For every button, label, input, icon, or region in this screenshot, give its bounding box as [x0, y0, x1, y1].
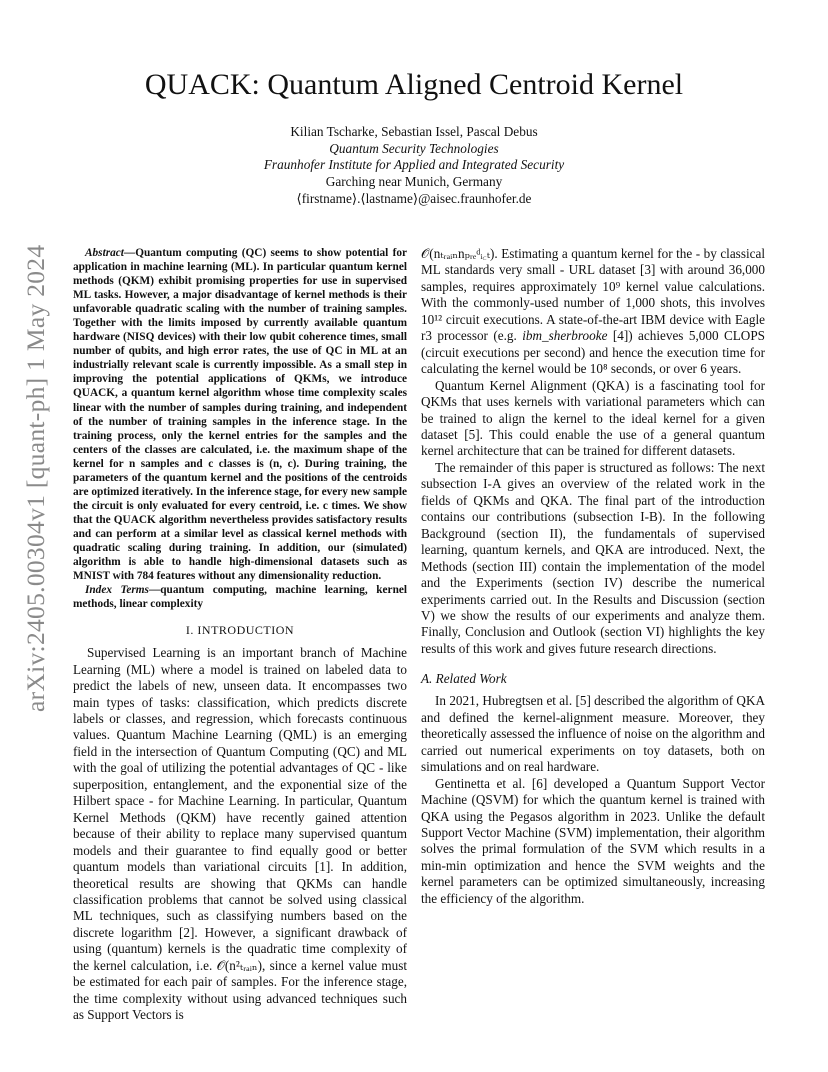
- paper-title: QUACK: Quantum Aligned Centroid Kernel: [144, 68, 684, 101]
- device-name: ibm_sherbrooke: [522, 328, 608, 344]
- intro-paragraph-2: Quantum Kernel Alignment (QKA) is a fascinating tool for QKMs that uses kernels with variational parameters which can be trained to align the kernel to the ideal kernel for a given dataset [5]. This could enable the use of a general quantum kernel architecture that can be trained for different datasets.: [421, 377, 765, 459]
- math-inference-complexity: 𝒪(nₜᵣₐᵢₙnₚᵣₑᵈᵢ꜀ₜ): [421, 246, 495, 261]
- author-location: Garching near Munich, Germany: [325, 174, 503, 190]
- abstract: [73, 246, 407, 583]
- intro-paragraph-1-cont: [421, 246, 765, 378]
- intro-p1-text-d: [4]) achieves 5,000 CLOPS (circuit executions per second) and hence the execution time for calculating the kernel would be 10⁸ seconds, or over 6 years.: [421, 328, 765, 377]
- intro-p1-text-b: , since a kernel value must be estimated for each pair of samples. For the inference stage, the time complexity without using advanced techniques such as Support Vectors is: [73, 957, 407, 1023]
- author-group: Quantum Security Technologies: [329, 140, 499, 156]
- abstract-lead: Abstract: [85, 247, 124, 259]
- arxiv-identifier: arXiv:2405.00304v1 [quant-ph] 1 May 2024: [21, 244, 50, 712]
- index-terms-lead: Index Terms: [85, 584, 149, 597]
- right-column: [421, 246, 765, 907]
- intro-paragraph-1: [73, 645, 407, 1023]
- subsection-heading-related-work: A. Related Work: [421, 671, 507, 687]
- section-heading-introduction: I. INTRODUCTION: [185, 623, 295, 638]
- intro-p1-text-c: . Estimating a quantum kernel for the - by classical ML standards very small - URL dataset [3] with around 36,000 samples, requires approximately 10⁹ kernel value calculations. With the commonly-used number of 1,000 shots, this involves 10¹² circuit executions. A state-of-the-art IBM device with Eagle r3 processor (e.g.: [421, 246, 765, 344]
- abstract-text: —Quantum computing (QC) seems to show potential for application in machine learning (ML). In particular quantum kernel methods (QKM) exhibit promising properties for use in supervised ML tasks. However, a major disadvantage of kernel methods is their unfavorable quadratic scaling with the number of training samples. Together with the limits imposed by currently available quantum hardware (NISQ devices) with their low qubit coherence times, small number of qubits, and high error rates, the use of QC in ML at an industrially relevant scale is currently impossible. As a small step in improving the potential applications of QKMs, we introduce QUACK, a quantum kernel algorithm whose time complexity scales linear with the number of samples during training, and independent of the number of training samples in the inference stage. In the training process, only the kernel entries for the samples and the centers of the classes are calculated, i.e. the maximum shape of the kernel for n samples and c classes is (n, c). During training, the parameters of the quantum kernel and the positions of the centroids are optimized iteratively. In the inference stage, for every new sample the circuit is only evaluated for every centroid, i.e. c times. We show that the QUACK algorithm nevertheless provides satisfactory results and can perform at a similar level as classical kernel methods with quadratic scaling during training. In addition, our (simulated) algorithm is able to handle high-dimensional datasets such as MNIST with 784 features without any dimensionality reduction.: [73, 247, 407, 583]
- intro-paragraph-3: The remainder of this paper is structured as follows: The next subsection I-A gives an overview of the related work in the fields of QKMs and QKA. The final part of the introduction contains our contributions (subsection I-B). In the following Background (section II), the fundamentals of supervised learning, quantum kernels, and QKA are introduced. Next, the Methods (section III) contain the implementation of the model and the Experiments (section IV) describe the numerical experiments carried out. In the Results and Discussion (section V) we show the results of our experiments and analyze them. Finally, Conclusion and Outlook (section VI) highlights the key results of this work and gives future research directions.: [421, 459, 765, 656]
- index-terms: [73, 583, 407, 611]
- author-names: Kilian Tscharke, Sebastian Issel, Pascal Debus: [290, 124, 538, 139]
- author-block: [60, 124, 768, 208]
- math-kernel-complexity: 𝒪(n²ₜᵣₐᵢₙ): [216, 957, 262, 973]
- index-terms-text: —quantum computing, machine learning, kernel methods, linear complexity: [73, 584, 407, 611]
- author-email: ⟨firstname⟩.⟨lastname⟩@aisec.fraunhofer.de: [296, 190, 532, 206]
- author-institute: Fraunhofer Institute for Applied and Integrated Security: [263, 157, 565, 173]
- left-column: [73, 246, 407, 1024]
- intro-p1-text-a: Supervised Learning is an important branch of Machine Learning (ML) where a model is trained on labeled data to predict the labels of new, unseen data. It encompasses two main types of tasks: classification, which predicts discrete labels or classes, and regression, which forecasts continuous values. Quantum Machine Learning (QML) is an emerging field in the intersection of Quantum Computing (QC) and ML with the goal of utilizing the potential advantages of QC - like superposition, entanglement, and the exponential size of the Hilbert space - for Machine Learning. In particular, Quantum Kernel Methods (QKM) have recently gained attention because of their ability to replace many supervised quantum models and their guarantee to find equally good or better quantum models than variational circuits [1]. In addition, theoretical results are showing that QKMs can handle classification problems that cannot be solved using classical ML techniques, such as classifying numbers based on the discrete logarithm [2]. However, a significant drawback of using (quantum) kernels is the quadratic time complexity of the kernel calculation, i.e.: [73, 645, 407, 973]
- related-work-paragraph-2: Gentinetta et al. [6] developed a Quantum Support Vector Machine (QSVM) for which the quantum kernel is trained with QKA using the Pegasos algorithm in 2023. Unlike the default Support Vector Machine (SVM) implementation, their algorithm solves the primal formulation of the SVM which results in a min-min optimization and hence the SVM weights and the kernel parameters can be optimized simultaneously, increasing the efficiency of the algorithm.: [421, 775, 765, 906]
- related-work-paragraph-1: In 2021, Hubregtsen et al. [5] described the algorithm of QKA and defined the kernel-alignment measure. Moreover, they theoretically assessed the influence of noise on the algorithm and carried out numerical experiments on toy datasets, both on simulations and on real hardware.: [421, 693, 765, 775]
